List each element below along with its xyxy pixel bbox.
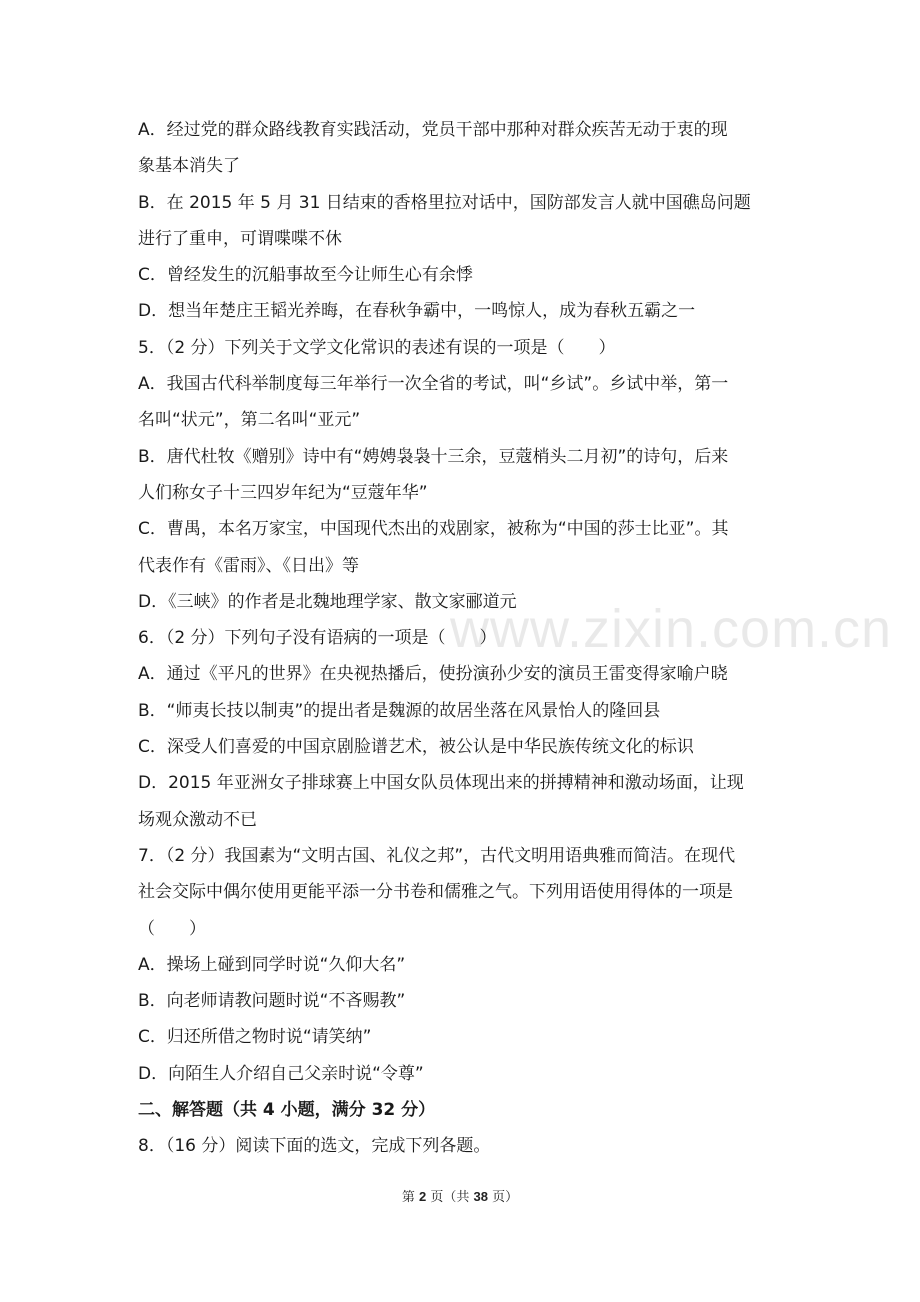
text-line: 社会交际中偶尔使用更能平添一分书卷和儒雅之气。下列用语使用得体的一项是 [138, 882, 733, 903]
footer-prefix: 第 [401, 1190, 415, 1205]
text-line: 名叫“状元”，第二名叫“亚元” [138, 410, 361, 431]
watermark: www.zixin.com.cn [450, 599, 893, 659]
text-line: C．归还所借之物时说“请笑纳” [138, 1027, 372, 1048]
text-line: C．深受人们喜爱的中国京剧脸谱艺术，被公认是中华民族传统文化的标识 [138, 737, 694, 758]
text-line: B．唐代杜牧《赠别》诗中有“娉娉袅袅十三余，豆蔻梢头二月初”的诗句，后来 [138, 446, 729, 467]
document-body [138, 112, 786, 1165]
current-page-number: 2 [419, 1189, 427, 1204]
question-7-stem: 7．（2 分）我国素为“文明古国、礼仪之邦”，古代文明用语典雅而简洁。在现代 [138, 845, 736, 866]
text-line: D．2015 年亚洲女子排球赛上中国女队员体现出来的拼搏精神和激动场面，让现 [138, 773, 744, 794]
text-line: （ ） [138, 918, 206, 939]
text-line: A．经过党的群众路线教育实践活动，党员干部中那种对群众疾苦无动于衷的现 [138, 120, 728, 140]
text-line: C．曾经发生的沉船事故至今让师生心有余悸 [138, 265, 473, 286]
footer-middle: 页（共 [430, 1190, 470, 1205]
question-8-stem: 8．（16 分）阅读下面的选文，完成下列各题。 [138, 1136, 491, 1157]
total-pages-number: 38 [473, 1189, 488, 1204]
text-line: B．在 2015 年 5 月 31 日结束的香格里拉对话中，国防部发言人就中国礁岛问题 [138, 192, 751, 213]
section-heading: 二、解答题（共 4 小题，满分 32 分） [138, 1100, 436, 1121]
text-line: B．向老师请教问题时说“不吝赐教” [138, 991, 406, 1012]
text-line: 人们称女子十三四岁年纪为“豆蔻年华” [138, 482, 428, 503]
text-line: A．通过《平凡的世界》在央视热播后，使扮演孙少安的演员王雷变得家喻户晓 [138, 664, 728, 685]
text-line: 进行了重申，可谓喋喋不休 [138, 228, 342, 249]
text-line: 象基本消失了 [138, 156, 240, 177]
question-5-stem: 5．（2 分）下列关于文学文化常识的表述有误的一项是（ ） [138, 337, 616, 358]
footer-suffix: 页） [492, 1190, 519, 1205]
text-line: 代表作有《雷雨》、《日出》等 [138, 555, 359, 576]
text-line: D．《三峡》的作者是北魏地理学家、散文家郦道元 [138, 591, 517, 612]
text-line: D．想当年楚庄王韬光养晦，在春秋争霸中，一鸣惊人，成为春秋五霸之一 [138, 301, 696, 322]
text-line: A．操场上碰到同学时说“久仰大名” [138, 954, 406, 975]
text-line: C．曹禺，本名万家宝，中国现代杰出的戏剧家，被称为“中国的莎士比亚”。其 [138, 519, 729, 540]
text-line: B．“师夷长技以制夷”的提出者是魏源的故居坐落在风景怡人的隆回县 [138, 700, 661, 721]
text-line: A．我国古代科举制度每三年举行一次全省的考试，叫“乡试”。乡试中举，第一 [138, 374, 729, 395]
text-line: D．向陌生人介绍自己父亲时说“令尊” [138, 1063, 424, 1084]
question-6-stem: 6．（2 分）下列句子没有语病的一项是（ ） [138, 628, 497, 649]
page-footer [0, 1186, 920, 1205]
text-line: 场观众激动不已 [138, 809, 257, 830]
